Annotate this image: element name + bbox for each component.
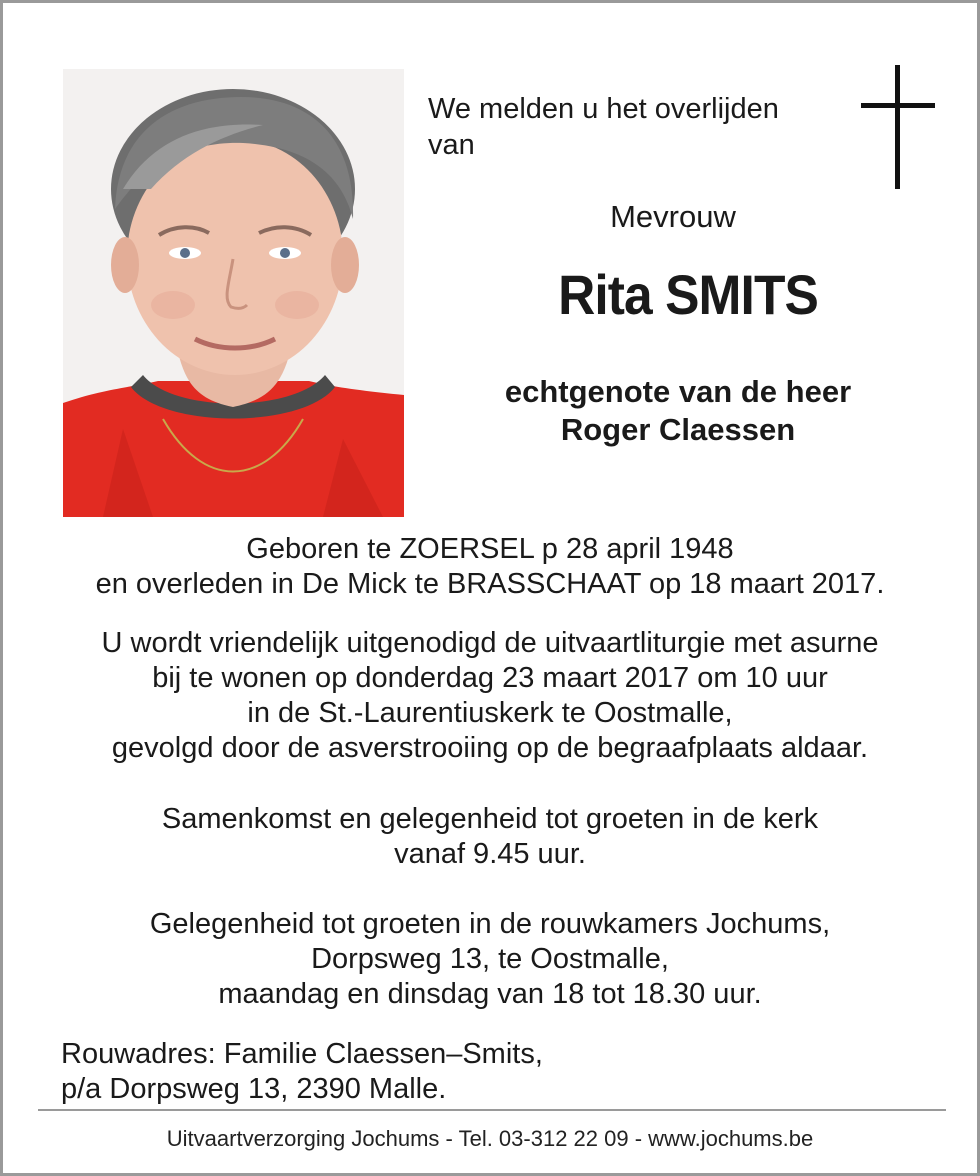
birth-line: Geboren te ZOERSEL p 28 april 1948 xyxy=(246,533,734,565)
address-line-2: p/a Dorpsweg 13, 2390 Malle. xyxy=(61,1073,447,1105)
cross-icon xyxy=(861,65,935,189)
announcement-intro xyxy=(428,91,828,163)
cross-vertical-bar xyxy=(895,65,900,189)
funeral-service-info xyxy=(3,626,977,766)
cross-horizontal-bar xyxy=(861,103,935,108)
death-line: en overleden in De Mick te BRASSCHAAT op 18 maart 2017. xyxy=(95,568,885,600)
portrait-photo xyxy=(63,69,404,517)
portrait-illustration xyxy=(63,69,404,517)
mourning-address xyxy=(61,1037,543,1107)
spouse-line-1: echtgenote van de heer xyxy=(504,374,852,409)
viewing-info xyxy=(3,907,977,1012)
spouse-info xyxy=(443,373,913,449)
footer-divider xyxy=(38,1109,946,1111)
deceased-name: Rita SMITS xyxy=(558,263,818,326)
service-line-4: gevolgd door de asverstrooiing op de begraafplaats aldaar. xyxy=(111,732,869,764)
footer-contact: Uitvaartverzorging Jochums - Tel. 03-312 22 09 - www.jochums.be xyxy=(166,1126,814,1151)
service-line-1: U wordt vriendelijk uitgenodigd de uitvaartliturgie met asurne xyxy=(101,627,879,659)
gathering-line-2: vanaf 9.45 uur. xyxy=(394,838,586,870)
gathering-info xyxy=(3,802,977,872)
service-line-3: in de St.-Laurentiuskerk te Oostmalle, xyxy=(247,697,733,729)
intro-line-1: We melden u het overlijden xyxy=(428,93,779,125)
service-line-2: bij te wonen op donderdag 23 maart 2017 om 10 uur xyxy=(152,662,828,694)
birth-death-info xyxy=(3,532,977,602)
intro-line-2: van xyxy=(428,129,475,161)
address-line-1: Rouwadres: Familie Claessen–Smits, xyxy=(61,1038,543,1070)
viewing-line-3: maandag en dinsdag van 18 tot 18.30 uur. xyxy=(218,978,762,1010)
spouse-line-2: Roger Claessen xyxy=(560,412,796,447)
salutation: Mevrouw xyxy=(610,199,736,234)
viewing-line-2: Dorpsweg 13, te Oostmalle, xyxy=(311,943,669,975)
gathering-line-1: Samenkomst en gelegenheid tot groeten in de kerk xyxy=(161,803,819,835)
viewing-line-1: Gelegenheid tot groeten in de rouwkamers Jochums, xyxy=(149,908,831,940)
